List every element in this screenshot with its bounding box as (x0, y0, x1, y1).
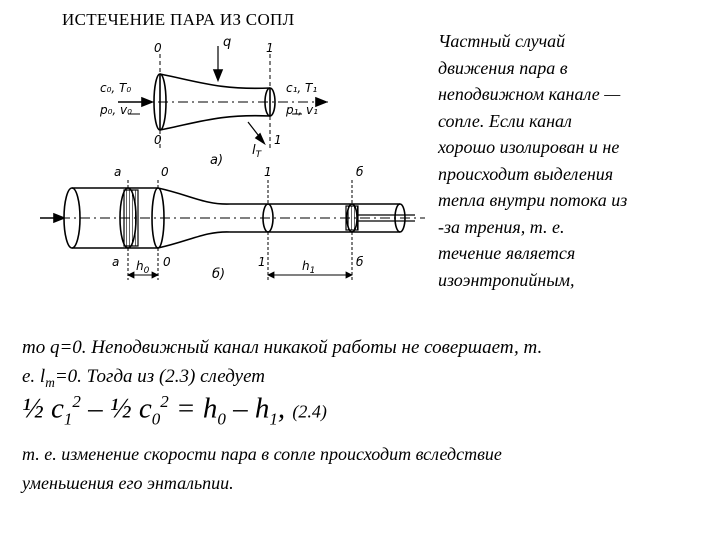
fig-a-bot-0: 0 (154, 133, 162, 147)
fig-a-top-1: 1 (266, 41, 274, 55)
side-line: течение является (438, 243, 576, 263)
side-line: неподвижном канале — (438, 84, 621, 104)
channel-b-diagram (40, 180, 425, 280)
formula-2-4: ½ $c_1^2$ – ½ $c_0^2 = h_0 - h_1$, (2.4) (22, 392, 327, 429)
fig-a-q: q (223, 35, 232, 50)
paragraph-1 (22, 333, 712, 397)
side-line: сопле. Если канал (438, 110, 572, 131)
slide-title: ИСТЕЧЕНИЕ ПАРА ИЗ СОПЛ (62, 10, 295, 29)
side-line: происходит выделения (438, 163, 614, 184)
fig-b-caption: б) (212, 267, 226, 282)
paragraph-1-line-1: то q=0. Неподвижный канал никакой работы не совершает, т. (22, 337, 543, 358)
paragraph-2-line: уменьшения его энтальпии. (22, 473, 234, 493)
fig-b-h0: $h_0$ (136, 259, 150, 276)
fig-a-top-0: 0 (154, 41, 162, 55)
fig-a-right-state-2: p₁, v₁ (286, 103, 318, 117)
fig-a-bot-1: 1 (274, 133, 282, 147)
paragraph-2-line: т. е. изменение скорости пара в сопле происходит вследствие (22, 444, 502, 464)
side-line: тепла внутри потока из (438, 190, 628, 210)
fig-a-lt: $l_T$ (252, 143, 262, 160)
fig-a-caption: а) (210, 153, 224, 168)
fig-a-left-state-2: p₀, v₀ (100, 103, 132, 117)
fig-b-a-top: а (114, 165, 122, 179)
nozzle-figure (30, 30, 430, 305)
fig-b-h1: $h_1$ (302, 259, 316, 276)
paragraph-1-line-2: е. $l_m=0$. Тогда из (2.3) следует (22, 366, 265, 390)
side-line: -за трения, т. е. (438, 216, 565, 237)
fig-a-right-state-1: c₁, T₁ (286, 81, 318, 95)
fig-b-b-bot: б (356, 255, 364, 269)
fig-b-0-top: 0 (161, 165, 169, 179)
fig-b-b-top: б (356, 165, 364, 179)
formula-ref: (2.4) (292, 401, 327, 422)
fig-b-0-bot: 0 (163, 255, 171, 269)
nozzle-a-diagram (118, 46, 330, 148)
side-line: Частный случай (438, 31, 566, 51)
fig-b-a-bot: а (112, 255, 120, 269)
fig-b-1-bot: 1 (258, 255, 266, 269)
fig-a-left-state-1: c₀, T₀ (100, 81, 132, 95)
side-text (438, 28, 710, 293)
fig-b-1-top: 1 (264, 165, 272, 179)
side-line: хорошо изолирован и не (438, 137, 620, 157)
side-line: изоэнтропийным, (438, 269, 575, 290)
paragraph-2 (22, 440, 712, 498)
side-line: движения пара в (438, 57, 568, 78)
